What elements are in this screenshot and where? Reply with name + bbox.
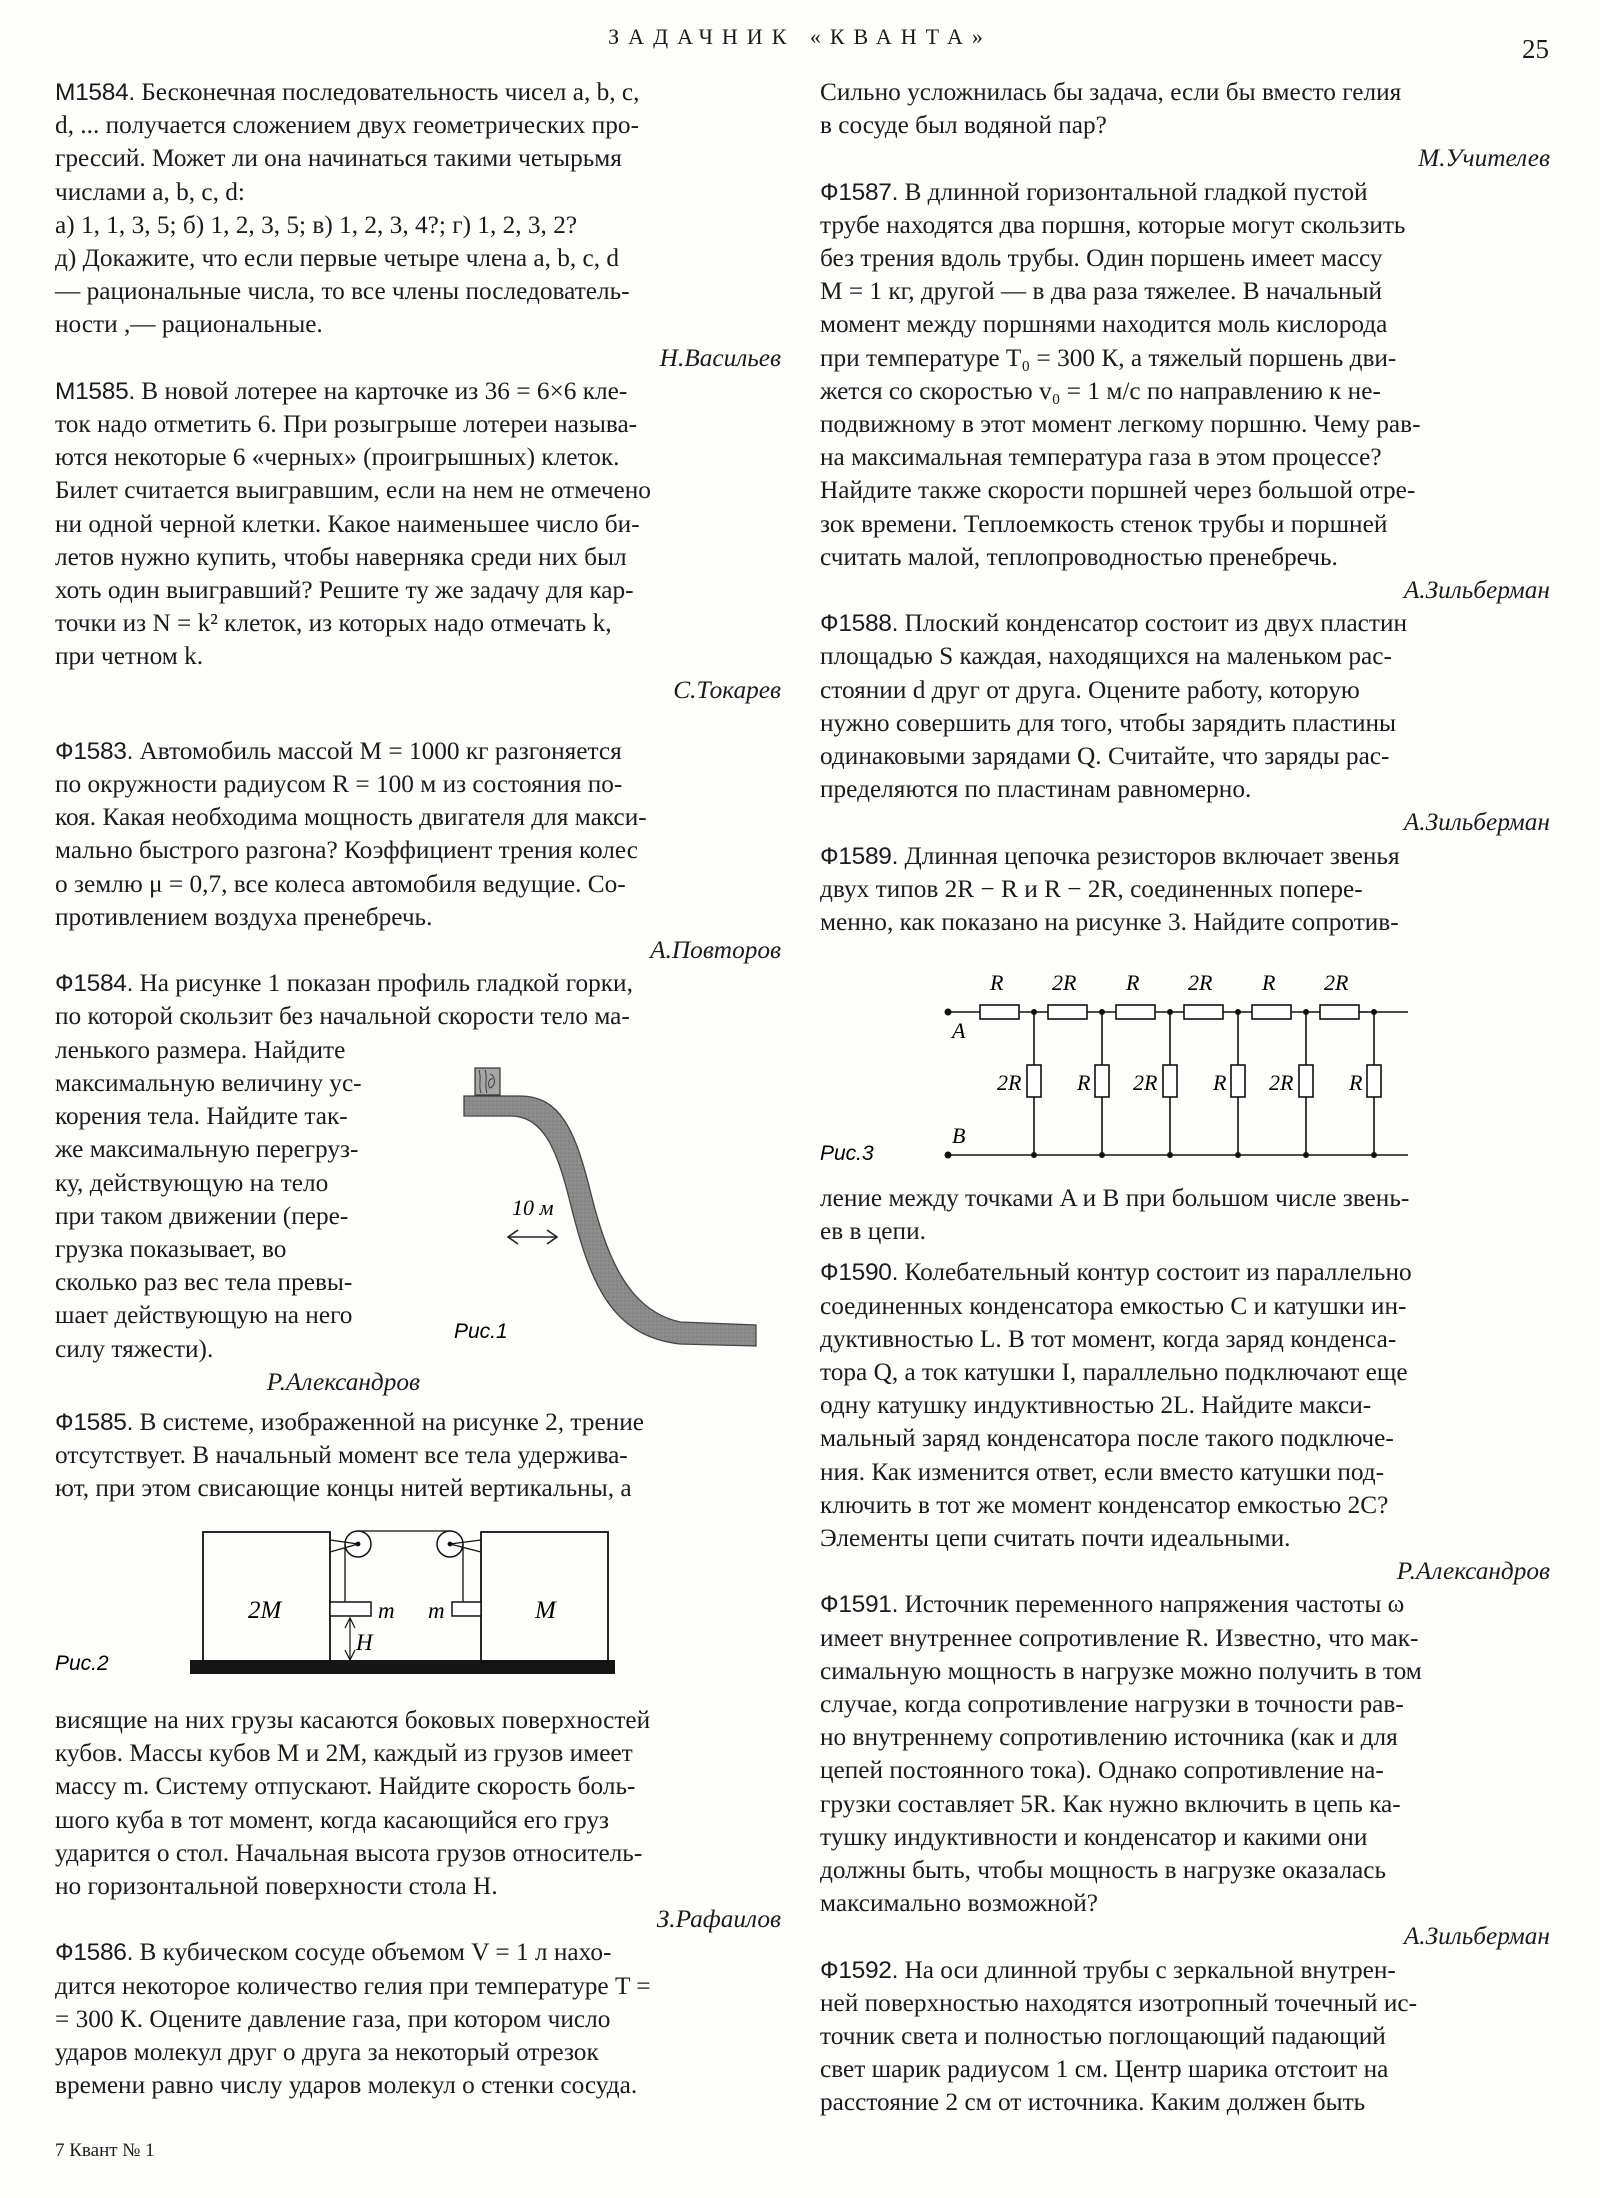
text-line: Найдите также скорости поршней через большой отре- — [820, 476, 1416, 505]
text-line: ности ,— рациональные. — [55, 310, 323, 339]
problem-label: Ф1592. — [820, 1956, 899, 1984]
text-line: расстояние 2 см от источника. Каким должен быть — [820, 2088, 1366, 2117]
text-line: тушку индуктивности и конденсатор и какими они — [820, 1822, 1368, 1851]
text-line: В системе, изображенной на рисунке 2, трение — [139, 1408, 644, 1436]
terminal-b-label: B — [952, 1123, 966, 1148]
shunt-label: 2R — [1133, 1070, 1158, 1095]
text-line: Колебательный контур состоит из параллельно — [904, 1258, 1412, 1287]
page-footer: 7 Квант № 1 — [55, 2140, 155, 2161]
text-line: ются некоторые 6 «черных» (проигрышных) клеток. — [55, 443, 620, 472]
text-line: одинаковыми зарядами Q. Считайте, что заряды рас- — [820, 742, 1390, 771]
text-line: ударится о стол. Начальная высота грузов относитель- — [55, 1838, 643, 1867]
text-line: Билет считается выигравшим, если на нем не отмечено — [55, 476, 651, 505]
text-line: свет шарик радиусом 1 см. Центр шарика отстоит на — [820, 2055, 1389, 2084]
text-line: висящие на них грузы касаются боковых поверхностей — [55, 1706, 651, 1734]
author: З.Рафаилов — [656, 1905, 781, 1934]
text-line: но горизонтальной поверхности стола H. — [55, 1872, 498, 1901]
text-line: а) 1, 1, 3, 5; б) 1, 2, 3, 5; в) 1, 2, 3, 4?; г) 1, 2, 3, 2? — [55, 210, 578, 239]
problem-f1590 — [820, 1256, 1550, 1588]
double-arrow-icon — [508, 1230, 557, 1244]
text-line: точки из N = k² клеток, из которых надо отмечать k, — [55, 609, 612, 638]
text-line: по окружности радиусом R = 100 м из состояния по- — [55, 770, 623, 799]
text-line: отсутствует. В начальный момент все тела удержива- — [55, 1441, 628, 1470]
text-line: момент между поршнями находится моль кислорода — [820, 310, 1388, 339]
page-number: 25 — [1522, 34, 1549, 64]
problem-label: Ф1586. — [55, 1939, 134, 1967]
text-line: двух типов 2R − R и R − 2R, соединенных попере- — [820, 874, 1363, 903]
text-line: Сильно усложнилась бы задача, если бы вместо гелия — [820, 78, 1402, 106]
left-column-bottom — [55, 1704, 781, 2102]
cube-2m-label: 2M — [248, 1597, 282, 1624]
text-line: В длинной горизонтальной гладкой пустой — [904, 177, 1368, 206]
text-line: без трения вдоль трубы. Один поршень имеет массу — [820, 244, 1383, 273]
text-line: времени равно числу ударов молекул о стенки сосуда. — [55, 2071, 638, 2100]
text-line: ев в цепи. — [820, 1217, 926, 1246]
text-line: же максимальную перегруз- — [55, 1135, 359, 1164]
text-line: трубе находятся два поршня, которые могут скользить — [820, 210, 1406, 239]
author: Р.Александров — [266, 1367, 420, 1396]
weight-left-label: m — [378, 1598, 395, 1623]
text-line: одну катушку индуктивностью 2L. Найдите макси- — [820, 1391, 1372, 1420]
text-line: максимально возможной? — [820, 1889, 1098, 1918]
problem-label: Ф1585. — [55, 1409, 134, 1436]
text-line: противлением воздуха пренебречь. — [55, 902, 433, 931]
text-line: мально быстрого разгона? Коэффициент трения колес — [55, 836, 638, 865]
author: Р.Александров — [1396, 1557, 1550, 1586]
figure-caption: Рис.3 — [820, 1142, 874, 1165]
shunt-label: 2R — [1269, 1070, 1294, 1095]
text-line: стоянии d друг от друга. Оцените работу, которую — [820, 675, 1360, 704]
text-line: Источник переменного напряжения частоты ω — [904, 1590, 1405, 1619]
text-line: силу тяжести). — [55, 1334, 214, 1363]
text-line: ния. Как изменится ответ, если вместо катушки под- — [820, 1457, 1385, 1486]
problem-label: Ф1589. — [820, 842, 899, 870]
problem-f1585 — [55, 1406, 781, 1506]
author: А.Зильберман — [1403, 576, 1550, 605]
terminal-a-icon — [945, 1009, 952, 1016]
text-line: дуктивностью L. В тот момент, когда заряд конденса- — [820, 1324, 1397, 1353]
text-line: нужно совершить для того, чтобы зарядить пластины — [820, 708, 1397, 737]
weight-left — [330, 1602, 371, 1616]
text-line: грузка показывает, во — [55, 1234, 287, 1263]
text-line: жется со скоростью v₀ = 1 м/с по направлению к не- — [820, 376, 1381, 405]
text-line: в сосуде был водяной пар? — [820, 111, 1107, 140]
text-line: хоть один выигравший? Решите ту же задачу для кар- — [55, 576, 634, 605]
author: А.Зильберман — [1403, 1922, 1550, 1951]
series-label: R — [1262, 970, 1276, 995]
problem-label: М1585. — [55, 377, 135, 405]
problem-label: Ф1587. — [820, 178, 899, 206]
text-line: M = 1 кг, другой — в два раза тяжелее. В начальный — [820, 277, 1383, 306]
text-line: d, ... получается сложением двух геометрических про- — [55, 111, 639, 140]
text-line: грессий. Может ли она начинаться такими четырьмя — [55, 144, 622, 173]
series-label: R — [1126, 970, 1140, 995]
text-line: коя. Какая необходима мощность двигателя для макси- — [55, 803, 647, 832]
text-line: максимальную величину ус- — [55, 1068, 362, 1097]
author: С.Токарев — [673, 675, 781, 704]
shunt-label: R — [1349, 1070, 1363, 1095]
terminal-b-icon — [945, 1152, 952, 1159]
series-label: 2R — [1324, 970, 1349, 995]
height-label: H — [356, 1630, 373, 1655]
text-line: симальную мощность в нагрузке можно получить в том — [820, 1656, 1422, 1685]
text-line: На рисунке 1 показан профиль гладкой горки, — [139, 969, 633, 998]
text-line: случае, когда сопротивление нагрузки в точности рав- — [820, 1690, 1404, 1719]
text-line: при таком движении (пере- — [55, 1201, 349, 1230]
text-line: ней поверхностью находятся изотропный точечный ис- — [820, 1988, 1418, 2017]
right-column — [820, 76, 1550, 939]
problem-f1588 — [820, 607, 1550, 839]
figure-1-slide — [440, 1060, 780, 1350]
text-line: числами a, b, c, d: — [55, 177, 245, 206]
terminal-a-label: A — [952, 1018, 966, 1043]
author: А.Зильберман — [1403, 808, 1550, 837]
text-line: имеет внутреннее сопротивление R. Известно, что мак- — [820, 1623, 1419, 1652]
shunt-label: R — [1077, 1070, 1091, 1095]
series-label: 2R — [1052, 970, 1077, 995]
text-line: ток надо отметить 6. При розыгрыше лотереи называ- — [55, 410, 638, 439]
text-line: шого куба в тот момент, когда касающийся его груз — [55, 1805, 609, 1834]
text-line: считать малой, теплопроводностью пренебречь. — [820, 542, 1338, 571]
text-line: но внутреннему сопротивлению источника (как и для — [820, 1723, 1398, 1752]
author: А.Повторов — [650, 936, 781, 965]
text-line: На оси длинной трубы с зеркальной внутрен- — [904, 1955, 1396, 1984]
text-line: по которой скользит без начальной скорости тело ма- — [55, 1002, 630, 1031]
weight-right-label: m — [428, 1598, 445, 1623]
problem-f1583 — [55, 735, 781, 967]
series-label: 2R — [1188, 970, 1213, 995]
text-line: Автомобиль массой M = 1000 кг разгоняется — [139, 736, 622, 765]
running-header: ЗАДАЧНИК «КВАНТА» — [608, 24, 992, 49]
height-arrow-icon — [345, 1618, 355, 1660]
problem-m1585 — [55, 375, 781, 707]
right-column-bottom — [820, 1182, 1550, 2120]
text-line: точник света и полностью поглощающий падающий — [820, 2022, 1386, 2051]
text-line: на максимальная температура газа в этом процессе? — [820, 443, 1382, 472]
problem-label: Ф1591. — [820, 1591, 899, 1619]
text-line: Бесконечная последовательность чисел a, b, c, — [141, 78, 640, 106]
problem-f1589 — [820, 840, 1550, 940]
text-line: Плоский конденсатор состоит из двух пластин — [904, 609, 1408, 638]
problem-label: Ф1584. — [55, 970, 134, 998]
author: Н.Васильев — [659, 343, 781, 372]
shunt-label: 2R — [997, 1070, 1022, 1095]
series-resistors — [980, 1005, 1368, 1019]
block-body — [475, 1068, 500, 1095]
text-line: подвижному в этот момент легкому поршню. Чему рав- — [820, 410, 1421, 439]
problem-label: Ф1583. — [55, 737, 134, 765]
cube-m-label: M — [535, 1597, 556, 1624]
problem-label: Ф1590. — [820, 1259, 899, 1287]
text-line: кубов. Массы кубов M и 2M, каждый из грузов имеет — [55, 1739, 633, 1768]
problem-label: Ф1588. — [820, 610, 899, 638]
problem-m1584 — [55, 76, 781, 375]
text-line: тора Q, а ток катушки I, параллельно подключают еще — [820, 1358, 1408, 1387]
problem-f1586-continued — [820, 76, 1550, 176]
text-line: мальный заряд конденсатора после такого подключе- — [820, 1424, 1394, 1453]
text-line: — рациональные числа, то все члены последователь- — [55, 277, 630, 306]
problem-f1587 — [820, 176, 1550, 608]
text-line: соединенных конденсатора емкостью C и катушки ин- — [820, 1291, 1407, 1320]
author: М.Учителев — [1418, 144, 1550, 173]
text-line: грузки составляет 5R. Как нужно включить в цепь ка- — [820, 1789, 1401, 1818]
problem-f1592 — [820, 1954, 1550, 2120]
text-line: Элементы цепи считать почти идеальными. — [820, 1524, 1291, 1553]
text-line: при температуре T₀ = 300 К, а тяжелый поршень дви- — [820, 343, 1397, 372]
text-line: = 300 К. Оцените давление газа, при котором число — [55, 2004, 611, 2033]
text-line: корения тела. Найдите так- — [55, 1102, 348, 1131]
figure-3-resistor-ladder — [820, 960, 1440, 1175]
text-line: ление между точками A и B при большом числе звень- — [820, 1184, 1410, 1212]
text-line: ни одной черной клетки. Какое наименьшее число би- — [55, 509, 640, 538]
series-label: R — [990, 970, 1004, 995]
text-line: ударов молекул друг о друга за некоторый отрезок — [55, 2038, 599, 2067]
text-line: ключить в тот же момент конденсатор емкостью 2C? — [820, 1490, 1389, 1519]
slide-surface — [464, 1096, 756, 1346]
figure-caption: Рис.2 — [55, 1652, 109, 1675]
text-line: зок времени. Теплоемкость стенок трубы и поршней — [820, 509, 1388, 538]
weight-right — [452, 1602, 481, 1616]
text-line: ку, действующую на тело — [55, 1168, 329, 1197]
text-line: при четном k. — [55, 642, 204, 671]
text-line: ют, при этом свисающие концы нитей вертикальны, а — [55, 1474, 632, 1503]
shunt-label: R — [1213, 1070, 1227, 1095]
text-line: В кубическом сосуде объемом V = 1 л нахо- — [139, 1938, 612, 1967]
text-line: пределяются по пластинам равномерно. — [820, 775, 1252, 804]
text-line: массу m. Систему отпускают. Найдите скорость боль- — [55, 1772, 636, 1801]
text-line: Длинная цепочка резисторов включает звенья — [904, 841, 1400, 870]
text-line: дится некоторое количество гелия при температуре T = — [55, 1971, 651, 2000]
text-line: цепей постоянного тока). Однако сопротивление на- — [820, 1756, 1384, 1785]
text-line: о землю μ = 0,7, все колеса автомобиля ведущие. Со- — [55, 869, 626, 898]
text-line: менно, как показано на рисунке 3. Найдите сопротив- — [820, 908, 1399, 937]
text-line: д) Докажите, что если первые четыре члена a, b, c, d — [55, 244, 620, 273]
text-line: В новой лотерее на карточке из 36 = 6×6 кле- — [141, 376, 628, 405]
text-line: летов нужно купить, чтобы наверняка среди них был — [55, 542, 627, 571]
text-line: должны быть, чтобы мощность в нагрузке оказалась — [820, 1856, 1387, 1885]
problem-f1591 — [820, 1588, 1550, 1953]
text-line: шает действующую на него — [55, 1301, 353, 1330]
scale-label: 10 м — [512, 1195, 554, 1220]
figure-2-cubes — [55, 1510, 675, 1680]
problem-f1586 — [55, 1936, 781, 2102]
text-line: площадью S каждая, находящихся на маленьком рас- — [820, 642, 1392, 671]
text-line: ленького размера. Найдите — [55, 1035, 346, 1064]
text-line: сколько раз вес тела превы- — [55, 1268, 353, 1297]
figure-caption: Рис.1 — [454, 1320, 508, 1343]
problem-label: М1584. — [55, 79, 135, 106]
